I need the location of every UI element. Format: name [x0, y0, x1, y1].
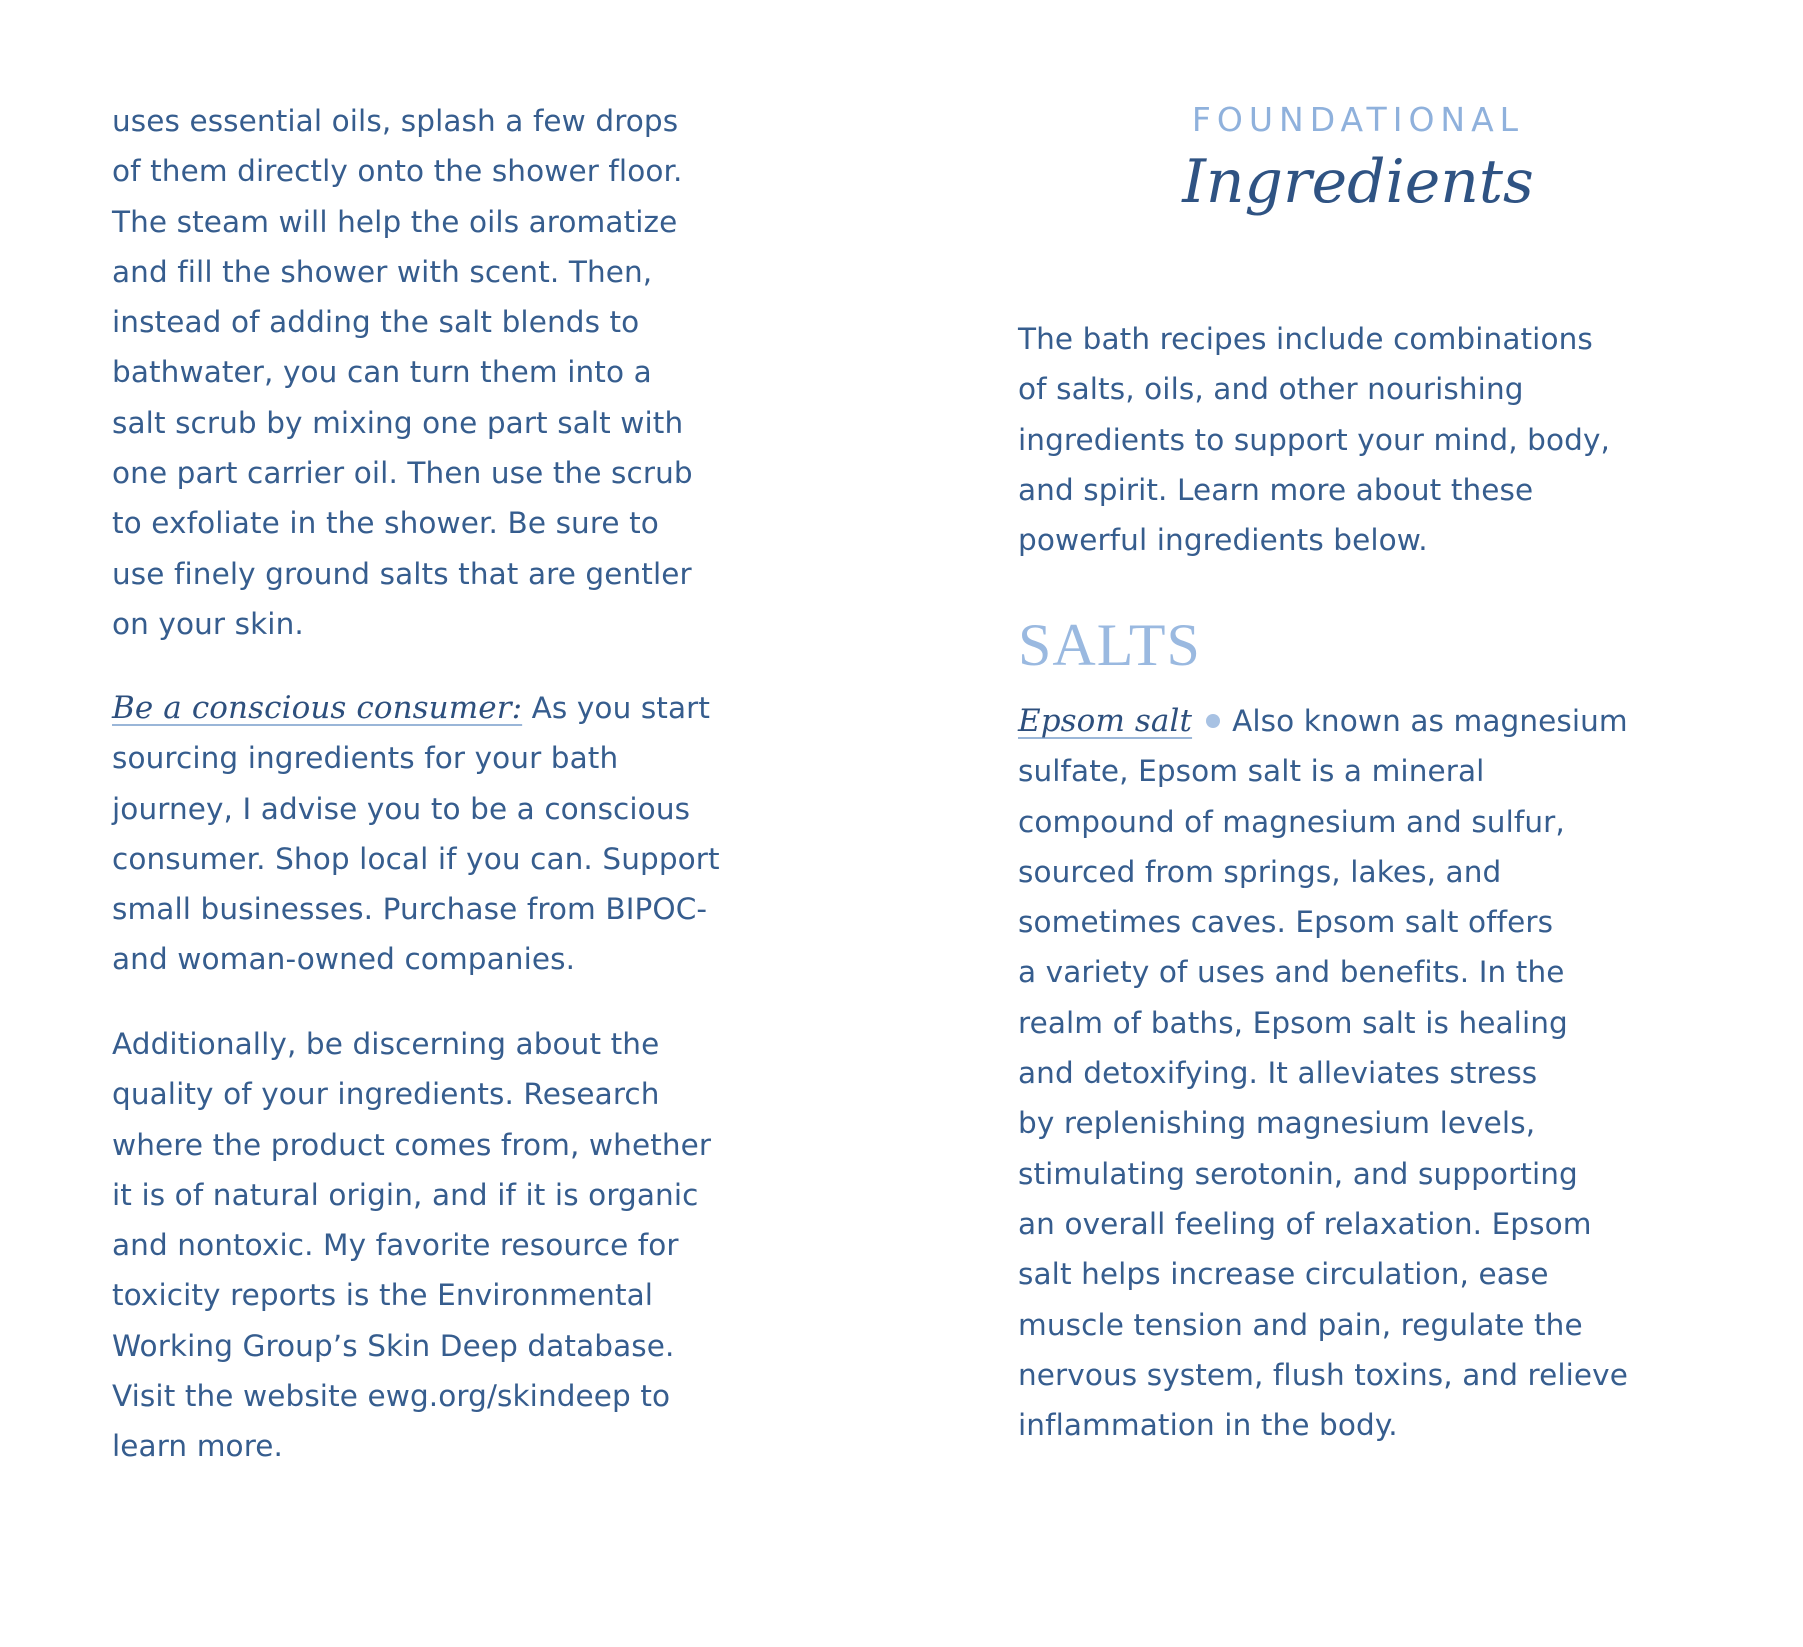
text-line: Visit the website ewg.org/skindeep to: [112, 1379, 671, 1414]
page-title-main: Ingredients: [1182, 147, 1534, 217]
text-line: ingredients to support your mind, body,: [1018, 422, 1611, 457]
bullet-dot-icon: [1206, 714, 1220, 728]
text-line: by replenishing magnesium levels,: [1018, 1106, 1536, 1141]
lead-in-epsom-salt: Epsom salt: [1018, 703, 1193, 739]
lead-in-conscious-consumer: Be a conscious consumer:: [112, 690, 523, 726]
paragraph-conscious-consumer: [112, 683, 720, 985]
lead-line-rest: As you start: [522, 691, 711, 725]
page-title-kicker: FOUNDATIONAL: [1191, 100, 1525, 139]
text-line: instead of adding the salt blends to: [112, 305, 640, 340]
text-line: learn more.: [112, 1429, 283, 1464]
text-line: an overall feeling of relaxation. Epsom: [1018, 1206, 1592, 1241]
text-line: Additionally, be discerning about the: [112, 1027, 660, 1061]
text-line: sourcing ingredients for your bath: [112, 741, 619, 776]
text-line: of them directly onto the shower floor.: [112, 154, 683, 189]
text-line: consumer. Shop local if you can. Support: [112, 841, 720, 876]
text-line: toxicity reports is the Environmental: [112, 1278, 654, 1313]
page-title: [1018, 100, 1698, 222]
text-line: muscle tension and pain, regulate the: [1018, 1307, 1583, 1342]
text-line: inflammation in the body.: [1018, 1408, 1398, 1443]
text-line: where the product comes from, whether: [112, 1127, 712, 1162]
text-line: stimulating serotonin, and supporting: [1018, 1156, 1578, 1191]
text-line: and fill the shower with scent. Then,: [112, 254, 653, 289]
text-line: it is of natural origin, and if it is organic: [112, 1177, 699, 1212]
section-title-salts: SALTS: [1018, 612, 1201, 678]
text-line: small businesses. Purchase from BIPOC-: [112, 892, 708, 927]
text-line: and detoxifying. It alleviates stress: [1018, 1056, 1538, 1091]
text-line: and woman-owned companies.: [112, 942, 576, 977]
lead-line-rest: Also known as magnesium: [1232, 704, 1628, 738]
text-line: The bath recipes include combinations: [1018, 322, 1593, 356]
text-line: realm of baths, Epsom salt is healing: [1018, 1005, 1568, 1040]
text-line: to exfoliate in the shower. Be sure to: [112, 506, 659, 541]
text-line: sulfate, Epsom salt is a mineral: [1018, 754, 1485, 789]
text-line: [1018, 696, 1628, 746]
text-line: [112, 683, 720, 733]
paragraph-epsom-salt: [1018, 696, 1628, 1450]
text-line: powerful ingredients below.: [1018, 523, 1428, 558]
text-line: and spirit. Learn more about these: [1018, 472, 1534, 507]
paragraph-shower-tips: [112, 96, 693, 649]
text-line: journey, I advise you to be a conscious: [112, 791, 691, 826]
text-line: nervous system, flush toxins, and relieve: [1018, 1357, 1628, 1392]
text-line: quality of your ingredients. Research: [112, 1077, 660, 1112]
paragraph-intro: [1018, 314, 1610, 565]
text-line: one part carrier oil. Then use the scrub: [112, 456, 693, 491]
text-line: The steam will help the oils aromatize: [112, 204, 678, 239]
text-line: use finely ground salts that are gentler: [112, 556, 692, 591]
text-line: a variety of uses and benefits. In the: [1018, 955, 1565, 990]
text-line: salt helps increase circulation, ease: [1018, 1257, 1549, 1292]
text-line: compound of magnesium and sulfur,: [1018, 804, 1565, 839]
text-line: of salts, oils, and other nourishing: [1018, 372, 1524, 407]
paragraph-quality: [112, 1019, 711, 1472]
text-line: sometimes caves. Epsom salt offers: [1018, 905, 1554, 940]
text-line: salt scrub by mixing one part salt with: [112, 405, 684, 440]
text-line: uses essential oils, splash a few drops: [112, 104, 679, 138]
text-line: Working Group’s Skin Deep database.: [112, 1328, 675, 1363]
text-line: bathwater, you can turn them into a: [112, 355, 652, 390]
text-line: sourced from springs, lakes, and: [1018, 854, 1502, 889]
text-line: on your skin.: [112, 606, 304, 641]
text-line: and nontoxic. My favorite resource for: [112, 1228, 679, 1263]
